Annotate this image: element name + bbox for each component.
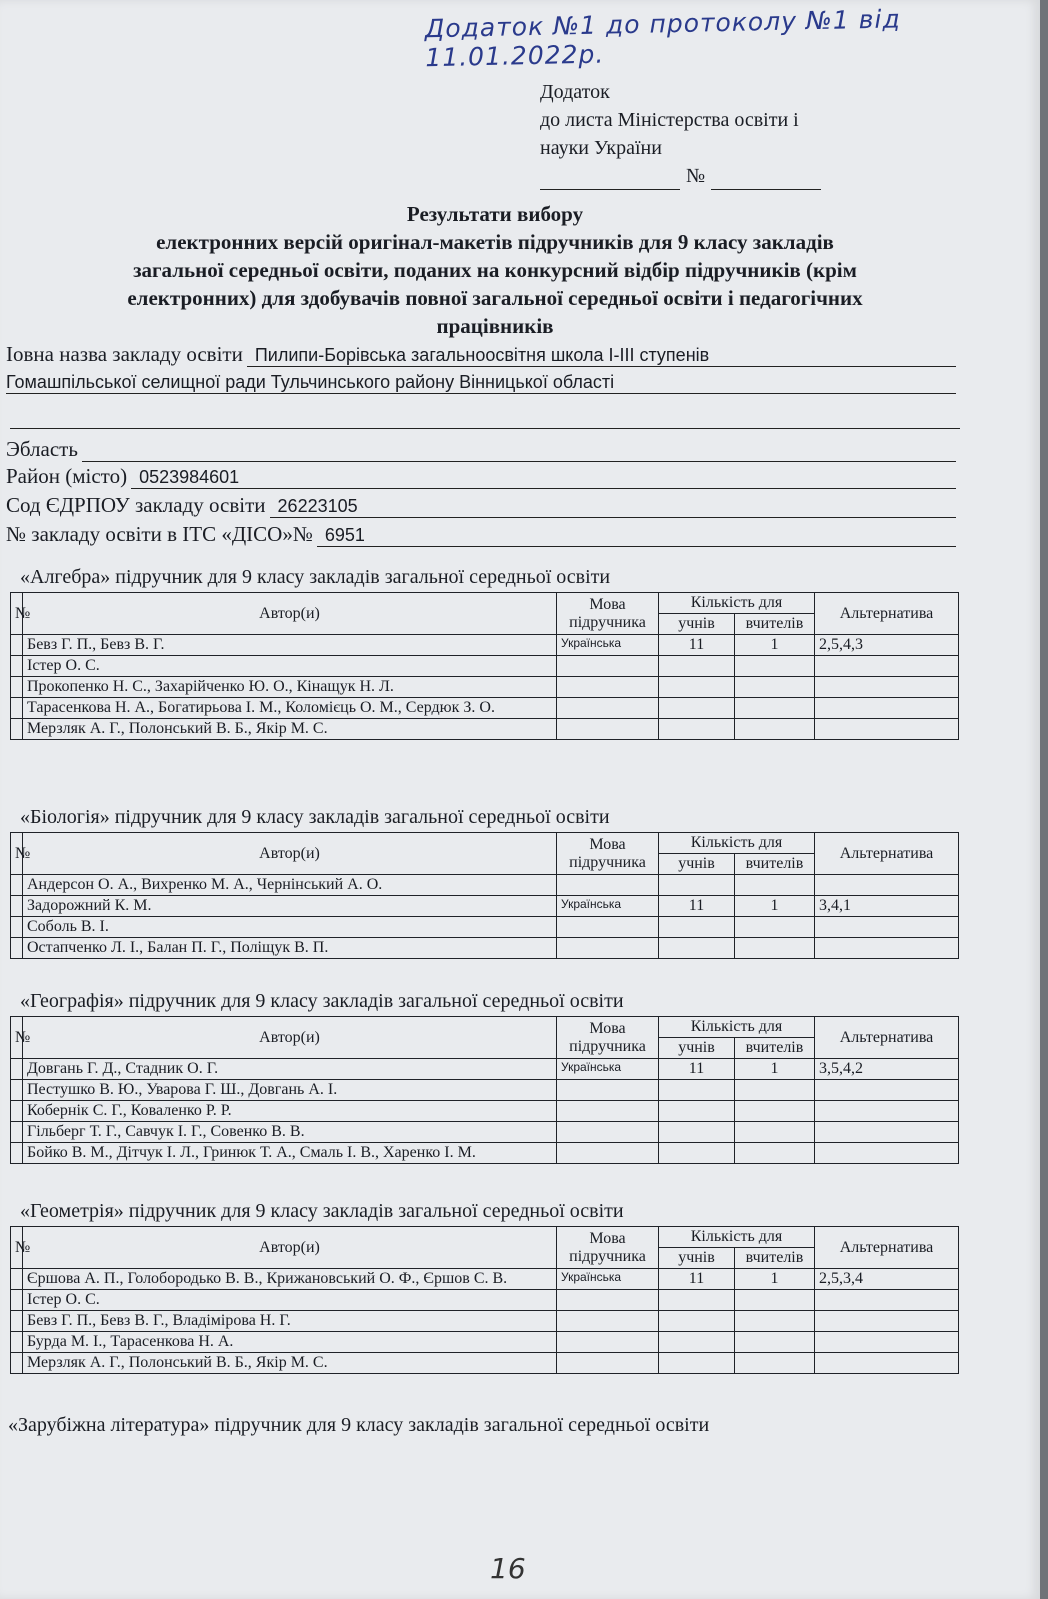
table-row xyxy=(11,1290,959,1311)
alt-cell: 2,5,4,3 xyxy=(815,635,959,656)
students-cell xyxy=(659,698,735,719)
alt-cell xyxy=(815,1101,959,1122)
author-cell: Остапченко Л. І., Балан П. Г., Поліщук В. П. xyxy=(23,938,557,959)
alt-cell xyxy=(815,677,959,698)
district-value: 0523984601 xyxy=(131,467,956,489)
author-cell: Мерзляк А. Г., Полонський В. Б., Якір М. С. xyxy=(23,719,557,740)
teachers-cell xyxy=(735,1332,815,1353)
lang-cell xyxy=(557,1290,659,1311)
students-cell: 11 xyxy=(659,1269,735,1290)
school-name-field-cont xyxy=(6,372,956,394)
header-students: учнів xyxy=(659,1038,735,1059)
header-teachers: вчителів xyxy=(735,614,815,635)
biology-table xyxy=(10,832,959,959)
students-cell xyxy=(659,1353,735,1374)
students-cell: 11 xyxy=(659,1059,735,1080)
lang-cell xyxy=(557,917,659,938)
students-cell xyxy=(659,1080,735,1101)
author-cell: Бойко В. М., Дітчук І. Л., Гринюк Т. А., Смаль І. В., Харенко І. М. xyxy=(23,1143,557,1164)
header-alt: Альтернатива xyxy=(815,593,959,635)
annex-number-blank xyxy=(711,171,821,190)
lang-cell xyxy=(557,1101,659,1122)
annex-date-blank xyxy=(540,171,680,190)
teachers-cell xyxy=(735,1353,815,1374)
students-cell: 11 xyxy=(659,896,735,917)
lang-cell xyxy=(557,1122,659,1143)
lang-cell xyxy=(557,1311,659,1332)
lang-cell xyxy=(557,1080,659,1101)
alt-cell xyxy=(815,656,959,677)
author-cell: Істер О. С. xyxy=(23,656,557,677)
header-lang: Мова підручника xyxy=(557,833,659,875)
header-num: № xyxy=(11,593,23,635)
table-row xyxy=(11,635,959,656)
header-num: № xyxy=(11,1227,23,1269)
header-author: Автор(и) xyxy=(23,1017,557,1059)
school-name-field xyxy=(6,342,956,367)
students-cell xyxy=(659,1311,735,1332)
lang-cell xyxy=(557,677,659,698)
geography-section-title: «Географія» підручник для 9 класу закладів загальної середньої освіти xyxy=(20,990,624,1012)
page-edge-shadow xyxy=(1040,0,1048,1599)
header-students: учнів xyxy=(659,854,735,875)
alt-cell xyxy=(815,1080,959,1101)
table-row xyxy=(11,1353,959,1374)
header-lang: Мова підручника xyxy=(557,1017,659,1059)
annex-line-2: до листа Міністерства освіти і xyxy=(540,109,799,131)
students-cell xyxy=(659,1143,735,1164)
itc-label: № закладу освіти в ІТС «ДІСО»№ xyxy=(6,522,313,546)
geography-table xyxy=(10,1016,959,1164)
author-cell: Тарасенкова Н. А., Богатирьова І. М., Коломієць О. М., Сердюк З. О. xyxy=(23,698,557,719)
author-cell: Бевз Г. П., Бевз В. Г., Владімірова Н. Г. xyxy=(23,1311,557,1332)
alt-cell: 3,4,1 xyxy=(815,896,959,917)
alt-cell xyxy=(815,1311,959,1332)
students-cell xyxy=(659,1290,735,1311)
teachers-cell xyxy=(735,656,815,677)
author-cell: Задорожний К. М. xyxy=(23,896,557,917)
table-row xyxy=(11,917,959,938)
alt-cell: 3,5,4,2 xyxy=(815,1059,959,1080)
table-row xyxy=(11,719,959,740)
header-alt: Альтернатива xyxy=(815,833,959,875)
alt-cell xyxy=(815,1122,959,1143)
lang-cell xyxy=(557,656,659,677)
header-students: учнів xyxy=(659,1248,735,1269)
lang-cell xyxy=(557,1353,659,1374)
table-row xyxy=(11,1059,959,1080)
annex-header xyxy=(540,78,960,190)
teachers-cell xyxy=(735,698,815,719)
itc-value: 6951 xyxy=(317,525,956,547)
teachers-cell xyxy=(735,719,815,740)
author-cell: Довгань Г. Д., Стадник О. Г. xyxy=(23,1059,557,1080)
edrpou-value: 26223105 xyxy=(270,496,956,518)
geometry-section-title: «Геометрія» підручник для 9 класу закладів загальної середньої освіти xyxy=(20,1200,624,1222)
school-name-value-2: Гомашпільської селищної ради Тульчинського району Вінницької області xyxy=(6,372,956,394)
teachers-cell: 1 xyxy=(735,1269,815,1290)
table-row xyxy=(11,896,959,917)
edrpou-field xyxy=(6,493,956,518)
lang-cell xyxy=(557,1332,659,1353)
title-line-4: електронних) для здобувачів повної загальної середньої освіти і педагогічних xyxy=(127,286,863,310)
teachers-cell xyxy=(735,875,815,896)
author-cell: Прокопенко Н. С., Захарійченко Ю. О., Кінащук Н. Л. xyxy=(23,677,557,698)
teachers-cell: 1 xyxy=(735,635,815,656)
lang-cell: Українська xyxy=(557,1059,659,1080)
table-row xyxy=(11,938,959,959)
header-lang: Мова підручника xyxy=(557,1227,659,1269)
author-cell: Соболь В. І. xyxy=(23,917,557,938)
table-row xyxy=(11,1269,959,1290)
edrpou-label: Сод ЄДРПОУ закладу освіти xyxy=(6,493,266,517)
title-line-3: загальної середньої освіти, поданих на конкурсний відбір підручників (крім xyxy=(133,258,857,282)
students-cell xyxy=(659,1122,735,1143)
region-value xyxy=(82,461,956,462)
author-cell: Мерзляк А. Г., Полонський В. Б., Якір М. С. xyxy=(23,1353,557,1374)
page-number: 16 xyxy=(490,1552,526,1585)
lang-cell xyxy=(557,719,659,740)
header-teachers: вчителів xyxy=(735,854,815,875)
teachers-cell xyxy=(735,1122,815,1143)
teachers-cell xyxy=(735,1290,815,1311)
geometry-table xyxy=(10,1226,959,1374)
alt-cell xyxy=(815,1332,959,1353)
header-num: № xyxy=(11,833,23,875)
author-cell: Єршова А. П., Голобородько В. В., Крижановський О. Ф., Єршов С. В. xyxy=(23,1269,557,1290)
students-cell xyxy=(659,917,735,938)
header-num: № xyxy=(11,1017,23,1059)
school-name-value: Пилипи-Борівська загальноосвітня школа I-III ступенів xyxy=(247,345,956,367)
header-qty: Кількість для xyxy=(659,1227,815,1248)
annex-number-sign: № xyxy=(686,165,706,187)
table-row xyxy=(11,1122,959,1143)
author-cell: Істер О. С. xyxy=(23,1290,557,1311)
teachers-cell: 1 xyxy=(735,896,815,917)
lang-cell xyxy=(557,938,659,959)
header-teachers: вчителів xyxy=(735,1248,815,1269)
biology-section-title: «Біологія» підручник для 9 класу закладів загальної середньої освіти xyxy=(20,806,610,828)
alt-cell xyxy=(815,1143,959,1164)
author-cell: Бурда М. І., Тарасенкова Н. А. xyxy=(23,1332,557,1353)
alt-cell: 2,5,3,4 xyxy=(815,1269,959,1290)
lang-cell: Українська xyxy=(557,1269,659,1290)
author-cell: Бевз Г. П., Бевз В. Г. xyxy=(23,635,557,656)
author-cell: Гільберг Т. Г., Савчук І. Г., Совенко В. В. xyxy=(23,1122,557,1143)
document-title xyxy=(0,200,990,340)
alt-cell xyxy=(815,1353,959,1374)
table-row xyxy=(11,698,959,719)
literature-section-title: «Зарубіжна література» підручник для 9 класу закладів загальної середньої освіти xyxy=(8,1414,710,1436)
region-label: Эбласть xyxy=(6,437,78,461)
annex-line-3: науки України xyxy=(540,137,662,159)
itc-field xyxy=(6,522,956,547)
header-teachers: вчителів xyxy=(735,1038,815,1059)
table-row xyxy=(11,1143,959,1164)
title-line-1: Результати вибору xyxy=(406,202,584,226)
teachers-cell xyxy=(735,1080,815,1101)
header-lang: Мова підручника xyxy=(557,593,659,635)
students-cell xyxy=(659,1332,735,1353)
teachers-cell xyxy=(735,677,815,698)
header-qty: Кількість для xyxy=(659,833,815,854)
header-author: Автор(и) xyxy=(23,1227,557,1269)
author-cell: Андерсон О. А., Вихренко М. А., Чернінський А. О. xyxy=(23,875,557,896)
header-alt: Альтернатива xyxy=(815,1017,959,1059)
algebra-table xyxy=(10,592,959,740)
students-cell xyxy=(659,677,735,698)
lang-cell: Українська xyxy=(557,896,659,917)
teachers-cell xyxy=(735,1143,815,1164)
teachers-cell xyxy=(735,1101,815,1122)
table-row xyxy=(11,1101,959,1122)
teachers-cell xyxy=(735,1311,815,1332)
alt-cell xyxy=(815,875,959,896)
school-name-label: Iовна назва закладу освіти xyxy=(6,342,243,366)
lang-cell xyxy=(557,698,659,719)
header-qty: Кількість для xyxy=(659,1017,815,1038)
header-qty: Кількість для xyxy=(659,593,815,614)
alt-cell xyxy=(815,719,959,740)
students-cell: 11 xyxy=(659,635,735,656)
title-line-5: працівників xyxy=(436,314,554,338)
header-students: учнів xyxy=(659,614,735,635)
alt-cell xyxy=(815,698,959,719)
header-author: Автор(и) xyxy=(23,593,557,635)
lang-cell: Українська xyxy=(557,635,659,656)
title-line-2: електронних версій оригінал-макетів підручників для 9 класу закладів xyxy=(156,230,834,254)
table-row xyxy=(11,1311,959,1332)
region-field xyxy=(6,437,956,462)
teachers-cell: 1 xyxy=(735,1059,815,1080)
author-cell: Пестушко В. Ю., Уварова Г. Ш., Довгань А. І. xyxy=(23,1080,557,1101)
table-row xyxy=(11,875,959,896)
author-cell: Кобернік С. Г., Коваленко Р. Р. xyxy=(23,1101,557,1122)
students-cell xyxy=(659,875,735,896)
annex-number-line xyxy=(540,162,960,190)
students-cell xyxy=(659,656,735,677)
table-row xyxy=(11,1080,959,1101)
teachers-cell xyxy=(735,917,815,938)
header-alt: Альтернатива xyxy=(815,1227,959,1269)
table-row xyxy=(11,656,959,677)
blank-rule xyxy=(10,428,960,429)
alt-cell xyxy=(815,1290,959,1311)
handwritten-note: Додаток №1 до протоколу №1 від 11.01.2022р. xyxy=(424,4,901,73)
teachers-cell xyxy=(735,938,815,959)
lang-cell xyxy=(557,875,659,896)
students-cell xyxy=(659,938,735,959)
algebra-section-title: «Алгебра» підручник для 9 класу закладів загальної середньої освіти xyxy=(20,566,611,588)
alt-cell xyxy=(815,938,959,959)
district-label: Район (місто) xyxy=(6,464,128,488)
district-field xyxy=(6,464,956,489)
students-cell xyxy=(659,719,735,740)
lang-cell xyxy=(557,1143,659,1164)
annex-line-1: Додаток xyxy=(540,81,610,103)
students-cell xyxy=(659,1101,735,1122)
alt-cell xyxy=(815,917,959,938)
header-author: Автор(и) xyxy=(23,833,557,875)
table-row xyxy=(11,1332,959,1353)
table-row xyxy=(11,677,959,698)
